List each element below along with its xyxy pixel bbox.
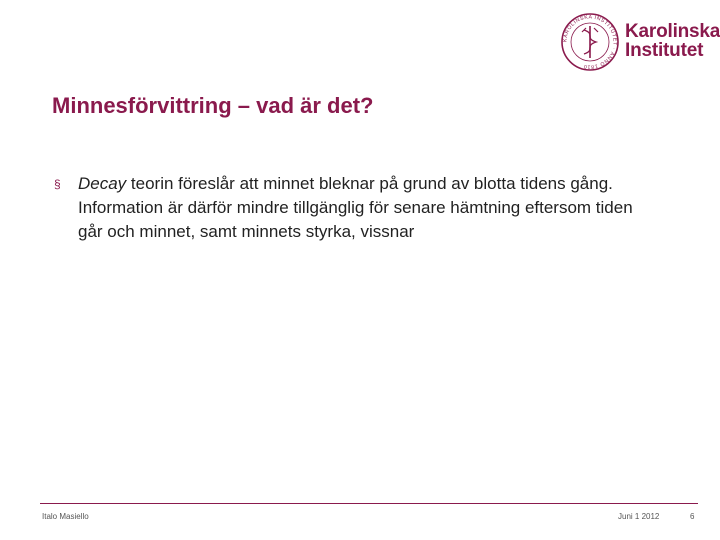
bullet-emphasis: Decay: [78, 174, 127, 193]
karolinska-logo: [560, 12, 720, 74]
logo-line-1: Karolinska: [625, 21, 720, 42]
logo-line-2: Institutet: [625, 40, 704, 61]
bullet-marker: §: [54, 177, 61, 191]
footer-divider: [40, 503, 698, 504]
bullet-item: [52, 172, 652, 244]
slide-title: Minnesförvittring – vad är det?: [52, 93, 374, 118]
footer-author: Italo Masiello: [42, 512, 89, 521]
svg-text:KAROLINSKA INSTITUTET · ANNO 1: KAROLINSKA INSTITUTET · ANNO 1810: [562, 14, 618, 70]
bullet-text: [78, 172, 652, 244]
bullet-list: [52, 172, 652, 244]
footer-date: Juni 1 2012: [618, 512, 660, 521]
karolinska-seal-icon: [560, 12, 620, 72]
karolinska-wordmark: [625, 22, 720, 60]
footer-page-number: 6: [690, 512, 695, 521]
bullet-body: teorin föreslår att minnet bleknar på grund av blotta tidens gång. Information är därför mindre tillgänglig för senare hämtning eftersom tiden går och minnet, samt minnets styrka, vissnar: [78, 174, 633, 241]
